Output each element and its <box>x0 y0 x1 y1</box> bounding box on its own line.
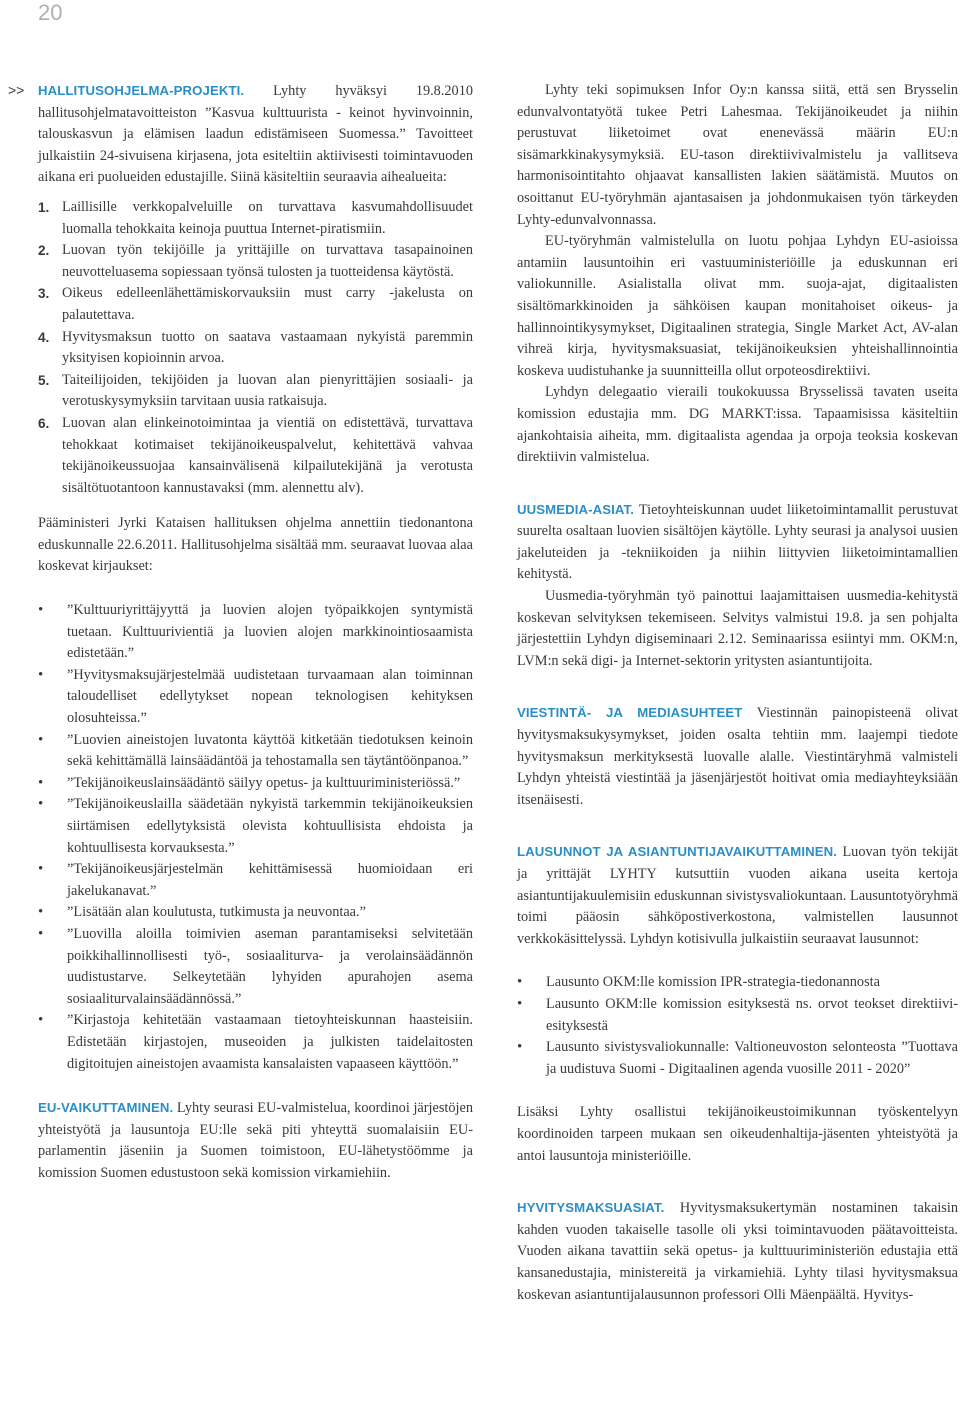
right-column <box>517 80 958 1306</box>
paragraph-delegation: Lyhdyn delegaatio vieraili toukokuussa Brysselissä tavaten useita komission edustajia mm. DG MARKT:issa. Tapaamisissa käsiteltiin ajankohtaisia aiheita, mm. digitaalista agendaa ja orpoja teoksia koskevan direktiivin valmistelua. <box>517 384 958 466</box>
list-item: • ”Kirjastoja kehitetään vastaamaan tietoyhteiskunnan haasteisiin. Edistetään kirjastojen, museoiden ja julkisten taidelaitosten digitoitujen aineistojen avaamista kansalaisten vapaaseen käyttöön.” <box>38 1010 473 1075</box>
item-text: Luovan työn tekijöille ja yrittäjille on turvattava tasapainoinen neuvotteluasema sopiessaan työnsä tulosten ja tuotteidensa käytöstä. <box>62 242 473 280</box>
numbered-item <box>38 197 473 240</box>
item-number: 4. <box>38 329 50 345</box>
hyvitys-text: Hyvitysmaksukertymän nostaminen takaisin kahden vuoden takaiselle tasolle oli yksi toimintavuoden päätavoitteista. Vuoden aikana tavattiin sekä opetus- ja kulttuuriministeriön edustajia että kansanedustajia, ministereitä ja virkamiehiä. Lyhty tilasi hyvitysmaksua koskevan asiantuntijalausunnon professori Olli Mäenpäältä. Hyvitys- <box>517 1200 958 1303</box>
government-program-paragraph: Pääministeri Jyrki Kataisen hallituksen ohjelma annettiin tiedonantona eduskunnalle 22.6.2011. Hallitusohjelma sisältää mm. seuraavat luovaa alaa koskevat kirjaukset: <box>38 515 474 575</box>
item-number: 2. <box>38 243 50 259</box>
list-item: • ”Kulttuuriyrittäjyyttä ja luovien alojen työpaikkojen syntymistä tuetaan. Kulttuurivientiä ja luovien alojen markkinointiosaamista edistetään.” <box>38 600 473 665</box>
viestinta-paragraph <box>517 702 958 811</box>
paragraph-infor: Lyhty teki sopimuksen Infor Oy:n kanssa siitä, että sen Brysselin edunvalvontatyötä tukee Petri Lahesmaa. Tekijänoikeudet ja niihin perustuvat liiketoimet ovat enenevässä määrin EU:n sisämarkkinakysymyksiä. EU-tason direktiivivalmistelu ja vallitseva harmonisointitahto ohjaavat kansallisten lakien säätämistä. Muutos on osoittanut EU-työryhmän ajantasaisen ja johdonmukaisen työn tärkeyden Lyhty-edunvalvonnassa. <box>517 82 958 228</box>
hyvitys-paragraph <box>517 1197 958 1306</box>
list-item: • Lausunto OKM:lle komission esityksestä ns. orvot teokset direktiivi-esityksestä <box>517 994 958 1037</box>
eu-text: Lyhty seurasi EU-valmistelua, koordinoi järjestöjen yhteistyötä ja lausuntoja EU:lle sekä piti yhteyttä suomalaisiin EU-parlamentin jäseniin ja Suomen toimistoon, EU-lähetystöömme ja komission Suomen edustustoon sekä komission virkamiehiin. <box>38 1100 473 1181</box>
lausunnot-paragraph <box>517 841 958 950</box>
lausunnot-text: Luovan työn tekijät ja yrittäjät LYHTY kutsuttiin vuoden aikana useita kertoja asiantuntijakuulemisiin eduskunnan sivistysvaliokuntaan. Lausuntotyöryhmä toimi pääosin sähköpostiverkostona, valmistellen lausunnot verkkokäsittelyssä. Lyhdyn kotisivulla julkaistiin seuraavat lausunnot: <box>517 844 959 947</box>
numbered-item <box>38 370 473 413</box>
paragraph-eu-working-group: EU-työryhmän valmistelulla on luotu pohjaa Lyhdyn EU-asioissa antamiin lausuntoihin eri vastuuministeriöille ja eduskunnan eri valiokunnille. Asialistalla olivat mm. suoja-ajat, digitaalisten sisältömarkkinoiden ja sähköisen kaupan monitahoiset oikeus- ja hallinnointikysymykset, Digitaalinen strategia, Single Market Act, AV-alan vihreä kirja, hyvitysmaksuasiat, tekijänoikeuksien yhteishallinnointia koskeva uudistuhanke ja suunnitteilla ollut orpoteosdirektiivi. <box>517 233 958 379</box>
section-heading-uusmedia: UUSMEDIA-ASIAT. <box>517 501 635 517</box>
list-item: • ”Tekijänoikeuslainsäädäntö säilyy opetus- ja kulttuuriministeriössä.” <box>38 773 473 795</box>
numbered-item <box>38 327 473 370</box>
numbered-item <box>38 240 473 283</box>
list-item: • ”Tekijänoikeusjärjestelmän kehittämisessä huomioidaan eri jakelukanavat.” <box>38 859 473 902</box>
page-number: 20 <box>38 0 63 25</box>
item-text: Luovan alan elinkeinotoimintaa ja vientiä on edistettävä, turvattava tehokkaat kotimaiset tekijänoikeuspalvelut, kehitettävä vahvaa tekijänoikeussuojaa kansainvälisenä kilpailutekijänä ja verotusta sisältötuotantoon kannustavaksi (mm. alennettu alv). <box>62 414 473 496</box>
item-number: 3. <box>38 286 50 302</box>
list-item: • ”Lisätään alan koulutusta, tutkimusta ja neuvontaa.” <box>38 902 473 924</box>
list-item: • Lausunto sivistysvaliokunnalle: Valtioneuvoston selonteosta ”Tuottava ja uudistuva Suomi - Digitaalinen agenda vuosille 2011 - 2020” <box>517 1037 958 1080</box>
section-heading-eu: EU-VAIKUTTAMINEN. <box>38 1100 174 1116</box>
section-heading-hyvitysmaksu: HYVITYSMAKSUASIAT. <box>517 1200 665 1216</box>
section-heading-hallitusohjelma: HALLITUSOHJELMA-PROJEKTI. <box>38 83 245 98</box>
intro-text: Lyhty hyväksyi 19.8.2010 hallitusohjelmatavoitteiston ”Kasvua kulttuurista - keinot hyvinvoinnin, talouskasvun ja elämisen laadun edistämiseen Suomessa.” Tavoitteet julkaistiin 24-sivuisena kirjasena, jota esiteltiin aktiivisesti toimintavuoden aikana eri puolueiden edustajille. Siinä käsiteltiin seuraavia aihealueita: <box>38 83 474 186</box>
item-number: 1. <box>38 199 50 215</box>
intro-paragraph <box>38 80 473 189</box>
item-text: Oikeus edelleenlähettämiskorvauksiin must carry -jakelusta on palautettava. <box>62 285 473 323</box>
item-text: Hyvitysmaksun tuotto on saatava vastaamaan nykyistä paremmin yksityisen kopioinnin arvoa. <box>62 328 473 367</box>
list-item: • Lausunto OKM:lle komission IPR-strategia-tiedonannosta <box>517 972 958 994</box>
list-item: • ”Tekijänoikeuslailla säädetään nykyistä tarkemmin tekijänoikeuksien siirtämisen edellytyksistä olevista kohtuullisista ehdoista ja kohtuullisesta korvauksesta.” <box>38 794 473 859</box>
list-item: • ”Luovien aineistojen luvatonta käyttöä kitketään tiedotuksen keinoin sekä kehittämällä lainsäädäntöä ja tehostamalla sen täytäntöönpanoa.” <box>38 730 473 773</box>
numbered-item <box>38 413 473 499</box>
left-column <box>8 80 474 1185</box>
statements-bullet-list <box>517 972 958 1080</box>
section-heading-lausunnot: LAUSUNNOT JA ASIANTUNTIJAVAIKUTTAMINEN. <box>517 844 838 860</box>
list-item: • ”Hyvitysmaksujärjestelmää uudistetaan turvaamaan alan toiminnan taloudelliset edellytykset nopean teknologisen kehityksen olosuhteissa.” <box>38 665 473 730</box>
uusmedia-paragraph <box>517 499 958 586</box>
item-number: 5. <box>38 372 50 388</box>
section-marker: >> <box>8 82 25 98</box>
list-item: • ”Luovilla aloilla toimivien aseman parantamiseksi selvitetään poikkihallinnollisesti työ-, sosiaaliturva- ja verolainsäädännön uudistustarve. Selkeytetään lyhyiden apurahojen asema sosiaaliturvalainsäädännössä.” <box>38 924 473 1010</box>
eu-paragraph <box>38 1097 473 1184</box>
program-bullet-list <box>38 600 473 1075</box>
lisaksi-paragraph: Lisäksi Lyhty osallistui tekijänoikeustoimikunnan työskentelyyn koordinoiden tarpeen mukaan sen oikeudenhaltija-jäsenten yhteistyötä ja antoi lausuntoja ministeriöille. <box>517 1104 958 1164</box>
viestinta-text: Viestinnän painopisteenä olivat hyvitysmaksukysymykset, joiden osalta tehtiin mm. laajempi tiedote hyvitysmaksun merkityksestä luovalle alalle. Viestintäryhmä valmisteli Lyhdyn yhteistä viestintää ja jäsenjärjestöt hoitivat omia mediayhteyksiään itsenäisesti. <box>517 705 958 808</box>
numbered-list <box>38 197 473 499</box>
item-text: Laillisille verkkopalveluille on turvattava kasvumahdollisuudet luomalla tehokkaita keinoja puuttua Internet-piratismiin. <box>62 198 473 237</box>
item-number: 6. <box>38 415 50 431</box>
section-heading-viestinta: VIESTINTÄ- JA MEDIASUHTEET <box>517 705 743 721</box>
uusmedia-text: Tietoyhteiskunnan uudet liiketoimintamallit perustuvat suurelta osaltaan luovien sisältöjen käytölle. Lyhty seurasi ja analysoi uusien jakeluteiden ja -tekniikoiden ja niihin liittyvien liiketoimintamallien kehitystä. <box>517 501 958 583</box>
uusmedia-paragraph-2: Uusmedia-työryhmän työ painottui laajamittaisen uusmedia-kehitystä koskevan selvityksen tekemiseen. Selvitys valmistui 19.8. ja sen pohjalta järjestettiin Lyhdyn digiseminaari 2.12. Seminaarissa esiintyi mm. OKM:n, LVM:n sekä digi- ja Internet-sektorin yritysten asiantuntijoita. <box>517 588 958 669</box>
numbered-item <box>38 283 473 326</box>
item-text: Taiteilijoiden, tekijöiden ja luovan alan pienyrittäjien sosiaali- ja verotuskysymyksiin tarvitaan uusia ratkaisuja. <box>62 371 473 410</box>
